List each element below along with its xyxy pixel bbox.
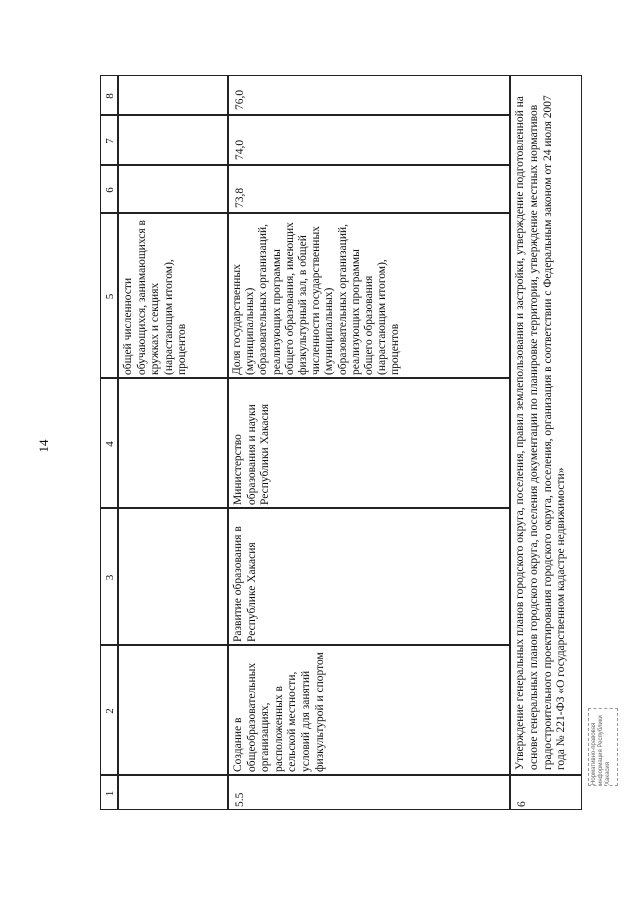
header-col-5-text: 5: [104, 293, 116, 300]
row6-text-text: Утверждение генеральных планов городского округа, поселения, правил землепользования и застройки, утверждение подготовленной на основе генеральных планов городского округа, поселения документации по планировке территории, утверждение местных нормативов градостроительного проектирования городского округа, поселения, организация в соответствии с Федеральным законом от 24 июля 2007 года № 221-ФЗ «О государственном кадастре недвижимости»: [514, 95, 568, 770]
row55-col-5-text: Доля государственных (муниципальных) образовательных организаций, реализующих программы общего образования, имеющих физкультурный зал, в общей численности государственных (муниципальных) образовательных организаций, реализующих программы общего образования (нарастающим итогом), процентов: [231, 222, 402, 375]
cont-col-3: [118, 508, 228, 645]
header-col-3: [100, 508, 118, 645]
cont-col-6: [118, 165, 228, 213]
cont-col-5: [118, 213, 228, 378]
row55-col-1: [228, 775, 510, 810]
cont-col-2: [118, 645, 228, 775]
row55-col-4: [228, 378, 510, 508]
row55-col-6-text: 73,8: [234, 187, 246, 208]
header-col-2-text: 2: [104, 708, 116, 714]
header-col-3-text: 3: [104, 574, 116, 581]
header-col-1-text: 1: [104, 790, 116, 797]
header-col-2: [100, 645, 118, 775]
stamp-text: Нормативно-правовая информация Республики Хакасия: [591, 715, 611, 785]
row55-col-7: [228, 115, 510, 165]
header-col-8: [100, 75, 118, 115]
header-col-7: [100, 115, 118, 165]
row55-col-8-text: 76,0: [234, 89, 246, 110]
header-col-4: [100, 378, 118, 508]
header-col-1: [100, 775, 118, 810]
cont-col-5-text: общей численности обучающихся, занимающихся в кружках и секциях (нарастающим итогом), процентов: [122, 220, 189, 375]
row55-col-5: [228, 213, 510, 378]
registry-stamp: [588, 708, 618, 786]
row55-col-1-text: 5.5: [234, 792, 246, 807]
row55-col-8: [228, 75, 510, 115]
row55-col-4-text: Министерство образования и науки Республики Хакасия: [232, 403, 272, 505]
header-col-8-text: 8: [104, 93, 116, 99]
row6-text: [510, 75, 582, 775]
row55-col-2-text: Создание в общеобразовательных организациях, расположенных в сельской местности, условий для занятий физкультурой и спортом: [232, 652, 326, 772]
rotated-table: [100, 75, 582, 810]
header-col-5: [100, 213, 118, 378]
header-col-4-text: 4: [104, 441, 116, 447]
row55-col-3-text: Развитие образования в Республике Хакасия: [232, 526, 258, 642]
row55-col-3: [228, 508, 510, 645]
cont-col-6-text: [119, 166, 228, 213]
cont-col-7-text: [119, 116, 228, 165]
header-col-7-text: 7: [104, 138, 116, 144]
row55-col-2: [228, 645, 510, 775]
row55-col-6: [228, 165, 510, 213]
header-col-6-text: 6: [104, 187, 116, 193]
cont-col-8-text: [119, 76, 228, 115]
cont-col-7: [118, 115, 228, 165]
cont-col-4: [118, 378, 228, 508]
header-col-6: [100, 165, 118, 213]
row6-col-1: [510, 775, 582, 810]
row6-col-1-text: 6: [516, 801, 528, 807]
cont-col-8: [118, 75, 228, 115]
page-number: 14: [36, 439, 51, 453]
row55-col-7-text: 74,0: [234, 139, 246, 160]
cont-col-1: [118, 775, 228, 810]
